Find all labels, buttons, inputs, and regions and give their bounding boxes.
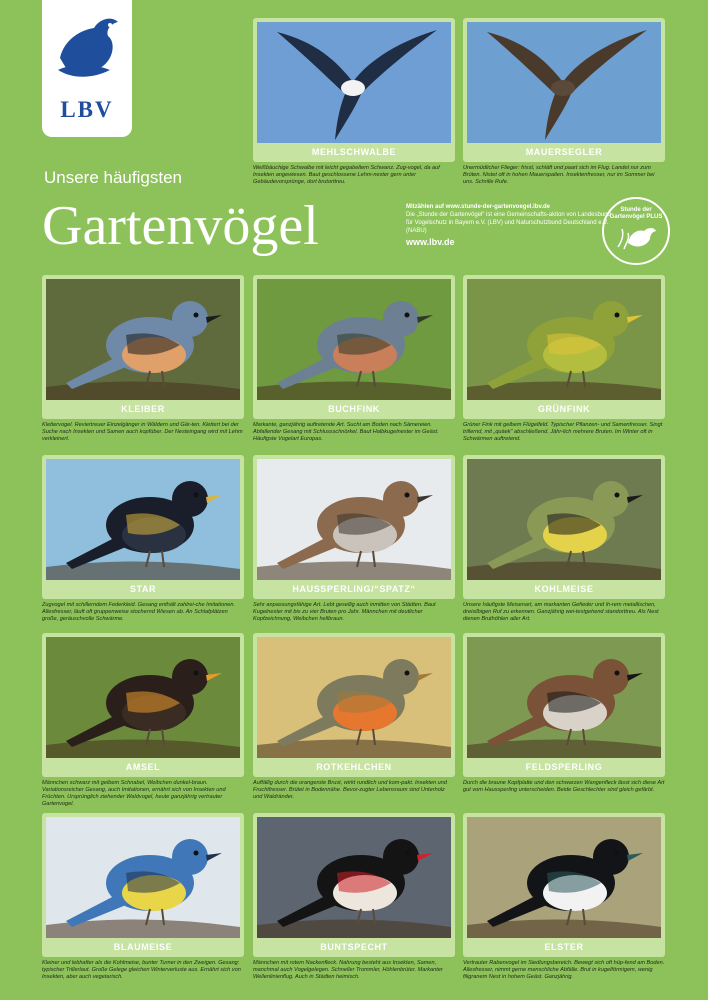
bird-name: STAR [129, 584, 157, 594]
bird-photo [257, 22, 451, 143]
bird-photo [467, 637, 661, 758]
bird-illustration-icon [467, 459, 661, 580]
bird-illustration-icon [257, 459, 451, 580]
bird-illustration-icon [467, 817, 661, 938]
bird-name: AMSEL [125, 762, 161, 772]
bird-description: Sehr anpassungsfähige Art. Lebt gesellig auch inmitten von Städten. Baut Kugelnester mit bis zu vier Bruten pro Jahr. Männchen mit deutlicher Kopfzeichnung, Weibchen hellbraun. [253, 602, 436, 623]
bird-photo [46, 817, 240, 938]
bird-name: KOHLMEISE [534, 584, 594, 594]
bird-photo [257, 637, 451, 758]
bird-description: Unsere häufigste Meisenart, am markanten Gefieder und ih-rem metallischen, dreisilbigen Ruf zu erkennen. Ganzjährig wei-testgehend standorttreu. Als Nest dienen Bruthöhlen aller Art. [463, 602, 659, 623]
bird-name: BUNTSPECHT [320, 942, 388, 952]
bird-description: Männchen mit rotem Nackenfleck. Nahrung besteht aus Insekten, Samen, manchmal auch Vogelgelegen. Schneller Trommler, Höhlenbrüter. Markanter Wellenlinienflug. Auch in Städten heimisch. [253, 960, 443, 981]
bird-photo [467, 817, 661, 938]
bird-illustration-icon [467, 279, 661, 400]
bird-photo [467, 279, 661, 400]
campaign-badge [602, 197, 670, 265]
bird-photo [467, 459, 661, 580]
bird-name: MEHLSCHWALBE [311, 147, 397, 157]
bird-illustration-icon [46, 279, 240, 400]
bird-description: Weißbäuchige Schwalbe mit leicht gegabeltem Schwanz. Zug-vogel, da auf Insekten angewiesen. Baut geschlossene Lehm-nester gern unter Gebäudevorsprünge, dort brutorttreu. [253, 165, 440, 186]
bird-illustration-icon [46, 817, 240, 938]
page-subtitle: Unsere häufigsten [44, 168, 182, 187]
bird-name: HAUSSPERLING/“SPATZ“ [292, 584, 416, 594]
bird-illustration-icon [467, 22, 661, 143]
bird-name: MAUERSEGLER [525, 147, 603, 157]
bird-description: Kleiner und lebhafter als die Kohlmeise, bunter Turner in den Zweigen. Gesang: typischer Trillerlaut. Große Gelege gleichen Winterverluste aus. Ernährt sich von Insekten, aber auch vegetarisch. [42, 960, 241, 981]
bird-name: KLEIBER [121, 404, 165, 414]
info-text: Die „Stunde der Gartenvögel“ ist eine Gemeinschafts-aktion von Landesbund für Vogelschutz in Bayern e.V. (LBV) und Naturschutzbund Deutschland e.V. (NABU) [406, 212, 611, 234]
bird-illustration-icon [257, 279, 451, 400]
kingfisher-logo-icon [50, 8, 124, 94]
lbv-logo[interactable] [42, 0, 132, 137]
bird-photo [257, 279, 451, 400]
bird-name: ROTKEHLCHEN [316, 762, 392, 772]
bird-name: ELSTER [544, 942, 584, 952]
bird-photo [467, 22, 661, 143]
bird-description: Zugvogel mit schillerndem Federkleid. Gesang enthält zahlrei-che Imitationen. Allesfresser, läuft oft gruppenweise stochernd Wiesen ab. An Schlafplätzen große, geräuschvolle Schwärme. [42, 602, 236, 623]
bird-name: FELDSPERLING [525, 762, 603, 772]
bird-illustration-icon [257, 817, 451, 938]
page-title: Gartenvögel [42, 195, 319, 257]
bird-illustration-icon [257, 637, 451, 758]
badge-label: Stunde der Gartenvögel PLUS [609, 207, 663, 220]
bird-illustration-icon [257, 22, 451, 143]
bird-name: GRÜNFINK [537, 404, 591, 414]
bird-description: Durch die braune Kopfplatte und den schwarzen Wangenfleck lässt sich diese Art gut vom Haussperling unterscheiden. Beide Geschlechter sind gleich gefärbt. [463, 780, 665, 794]
bird-description: Klettervogel. Reviertreuer Einzelgänger in Wäldern und Gär-ten. Klettert bei der Suche nach Insekten und Samen auch kopfüber. Der Nesteingang wird mit Lehm verkleinert. [42, 422, 243, 443]
bird-illustration-icon [467, 637, 661, 758]
bird-description: Unermüdlicher Flieger: frisst, schläft und paart sich im Flug. Landet nur zum Brüten. Nistet oft in hohen Mauerspalten. Insektenfresser, nur im Sommer bei uns. Schrille Rufe. [463, 165, 655, 186]
website-link[interactable]: www.lbv.de [406, 237, 455, 247]
bird-photo [46, 459, 240, 580]
info-url[interactable]: Mitzählen auf www.stunde-der-gartenvoegel.lbv.de [406, 204, 551, 210]
bird-illustration-icon [46, 459, 240, 580]
logo-wordmark: LBV [60, 97, 114, 122]
bird-name: BUCHFINK [328, 404, 380, 414]
bird-name: BLAUMEISE [113, 942, 173, 952]
bird-description: Auffällig durch die orangerote Brust, wirkt rundlich und kom-pakt. Insekten und Fruchtfresser. Brütet in Bodennähe. Bevor-zugter Lebensraum sind Unterholz und Waldränder. [253, 780, 448, 801]
bird-description: Markante, ganzjährig auftretende Art. Sucht am Boden nach Sämereien. Abfallender Gesang mit Schlussschnörkel. Baut Halbkugelnester im Geäst. Häufigste Vogelart Europas. [253, 422, 439, 443]
bird-photo [257, 817, 451, 938]
bird-photo [46, 279, 240, 400]
bird-illustration-icon [46, 637, 240, 758]
bird-description: Männchen schwarz mit gelbem Schnabel, Weibchen dunkel-braun. Variationsreicher Gesang, auch Imitationen, ernährt sich von Insekten und Früchten. Ursprünglich ziehender Waldvogel, heute ganzjährig vertrauter Gartenvogel. [42, 780, 226, 808]
bird-photo [46, 637, 240, 758]
bird-photo [257, 459, 451, 580]
bird-description: Vertrauter Rabenvogel im Siedlungsbereich. Bewegt sich oft hüp-fend am Boden. Allesfresser, nimmt gerne menschliche Abfälle. Brut in kugelförmigem, wenig filigranem Nest in hohem Geäst. Ganzjährig. [463, 960, 665, 981]
info-block [406, 203, 616, 246]
bird-description: Grüner Fink mit gelbem Flügelfeld. Typischer Pflanzen- und Samenfresser. Singt trillernd, mit „quäek“ abschließend. Jähr-lich mehrere Bruten. Im Winter oft in Schwärmen auftretend. [463, 422, 663, 443]
